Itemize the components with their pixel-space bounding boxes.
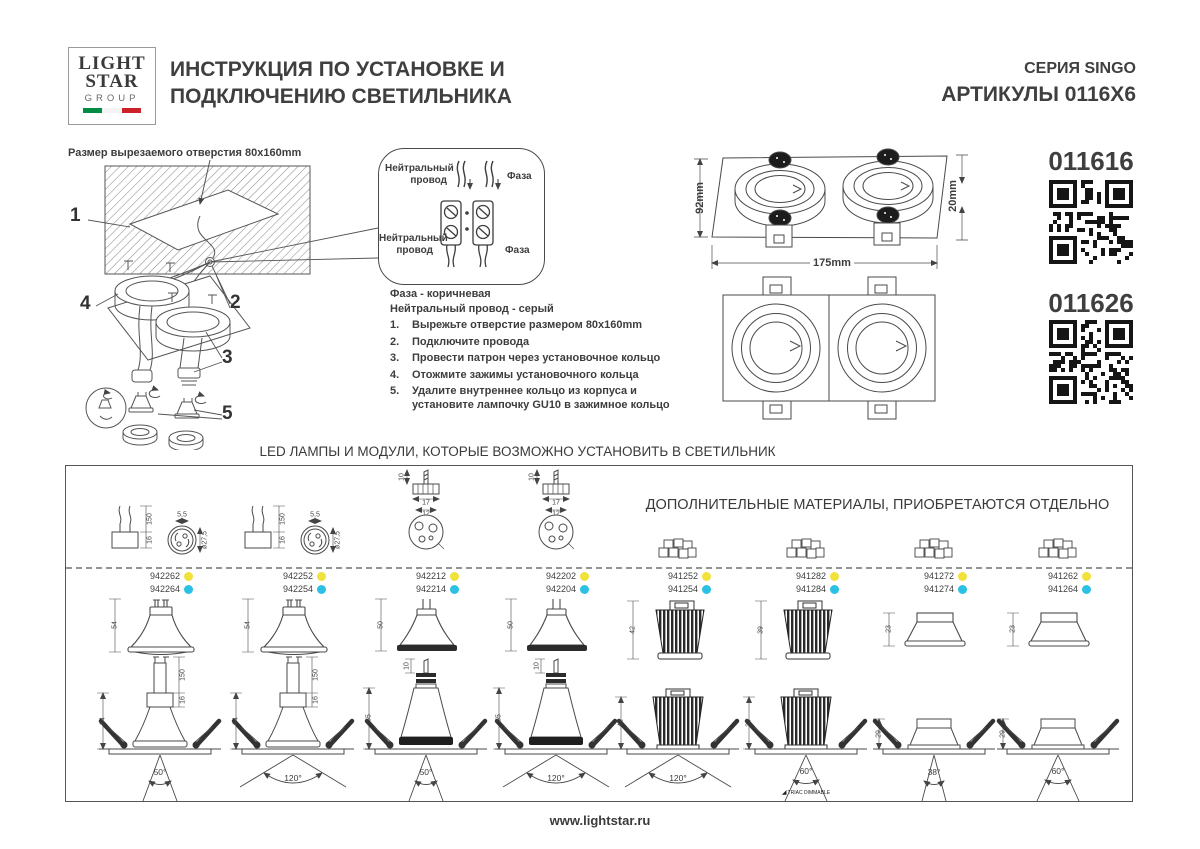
article-row — [371, 583, 459, 596]
yellow-dot-icon — [958, 572, 967, 581]
article-codes-col8 — [1003, 570, 1091, 596]
lamp-height-label: 23 — [1009, 625, 1017, 633]
article-row — [371, 570, 459, 583]
socket-drawing-mr16 — [521, 468, 591, 554]
dim-outer-width: 17 — [422, 499, 430, 507]
stem-height-label: 16 — [179, 696, 187, 704]
triac-dimmable-icon: ◢ — [781, 789, 787, 796]
installed-led-module-icon — [739, 655, 873, 802]
italy-flag-stripe — [83, 108, 141, 113]
module-pack-icon — [784, 536, 828, 562]
accessory-pack-drawing — [784, 536, 828, 562]
article-code: 942212 — [415, 571, 446, 581]
article-code: 941282 — [795, 571, 826, 581]
footer-url[interactable]: www.lightstar.ru — [549, 813, 651, 828]
article-row — [623, 570, 711, 583]
pin-height-label: 10 — [403, 662, 411, 670]
installed-gu10-icon — [93, 655, 227, 802]
phase-label-top: Фаза — [507, 171, 532, 182]
yellow-dot-icon — [1082, 572, 1091, 581]
installation-steps — [390, 319, 686, 415]
step-number: 4. — [390, 368, 400, 381]
neutral-color-note: Нейтральный провод - серый — [390, 303, 554, 315]
hole-size-note: Размер вырезаемого отверстия 80x160mm — [68, 147, 302, 159]
beam-angle-label: 120° — [547, 773, 565, 783]
lamp-height-label: 23 — [885, 625, 893, 633]
cyan-dot-icon — [958, 585, 967, 594]
article-row — [238, 583, 326, 596]
article-code: 941274 — [923, 584, 954, 594]
article-row — [751, 570, 839, 583]
article-row — [1003, 570, 1091, 583]
installed-view-col3 — [359, 655, 493, 802]
article-codes-col4 — [501, 570, 589, 596]
step-marker-5: 5 — [222, 403, 233, 424]
dim-slot-gap: 5,5 — [177, 511, 187, 519]
beam-angle-label: 38° — [927, 767, 941, 777]
article-codes-col5 — [623, 570, 711, 596]
dim-wire-length: 150 — [279, 513, 287, 525]
lamp-height-label: 39 — [757, 626, 765, 634]
dim-diameter: ø27,5 — [334, 531, 342, 549]
dim-body-height: 16 — [279, 536, 287, 544]
article-codes-col6 — [751, 570, 839, 596]
article-code: 941284 — [795, 584, 826, 594]
phase-label-bottom: Фаза — [505, 245, 530, 256]
socket-drawing-mr16 — [391, 468, 461, 554]
wire-pair-icon — [451, 157, 505, 197]
article-code: 942252 — [282, 571, 313, 581]
logo-text-group: GROUP — [84, 93, 140, 104]
step-text: Провести патрон через установочное кольцо — [412, 352, 661, 364]
step-item — [390, 352, 686, 366]
dim-length-label: 175mm — [810, 257, 854, 269]
logo-text-light: LIGHT — [78, 53, 146, 74]
accessory-pack-drawing — [656, 536, 700, 562]
module-pack-icon — [656, 536, 700, 562]
step-number: 5. — [390, 385, 400, 397]
triac-dimmable-text: TRIAC DIMMABLE — [787, 790, 831, 796]
lamp-height-label: 42 — [629, 626, 637, 634]
dim-outer-width: 17 — [552, 499, 560, 507]
yellow-dot-icon — [702, 572, 711, 581]
callout-pointer-lines — [200, 215, 390, 280]
dim-pin-height: 10 — [528, 473, 536, 481]
installed-view-col2 — [226, 655, 360, 802]
page-title-line1: ИНСТРУКЦИЯ ПО УСТАНОВКЕ И — [170, 58, 505, 81]
flag-white — [102, 108, 121, 113]
triac-dimmable-badge — [782, 790, 830, 796]
step-marker-1: 1 — [70, 205, 81, 226]
step-text: Подключите провода — [412, 335, 530, 348]
phase-color-note: Фаза - коричневая — [390, 288, 491, 300]
dim-slot-gap: 5,5 — [310, 511, 320, 519]
lamp-height-label: 54 — [111, 621, 119, 629]
install-height-label: 39 — [745, 719, 753, 727]
article-codes-col2 — [238, 570, 326, 596]
article-code: 942262 — [149, 571, 180, 581]
lightstar-logo — [68, 47, 156, 125]
step-item — [390, 385, 686, 412]
cyan-dot-icon — [830, 585, 839, 594]
dim-diameter: ø27,5 — [201, 531, 209, 549]
dim-inner-width: 12 — [422, 510, 430, 518]
lamp-height-label: 54 — [244, 621, 252, 629]
logo-text-star: STAR — [85, 71, 139, 92]
article-row — [1003, 583, 1091, 596]
gu10-socket-icon — [100, 498, 220, 558]
install-height-label: 64 — [99, 717, 107, 725]
install-height-label: 29 — [999, 730, 1007, 738]
step-text: Удалите внутреннее кольцо из корпуса и установите лампочку GU10 в зажимное кольцо — [412, 385, 670, 411]
qr-code — [1049, 320, 1133, 404]
articles-label: АРТИКУЛЫ 0116X6 — [941, 83, 1136, 106]
beam-angle-label: 120° — [669, 773, 687, 783]
step-number: 2. — [390, 335, 400, 348]
installed-view-col5 — [611, 655, 745, 802]
article-row — [105, 570, 193, 583]
article-row — [238, 570, 326, 583]
cyan-dot-icon — [317, 585, 326, 594]
installed-view-col6 — [739, 655, 873, 802]
product-article-011616: 011616 — [1048, 146, 1134, 176]
article-code: 941252 — [667, 571, 698, 581]
beam-angle-label: 50° — [419, 767, 433, 777]
article-code: 942214 — [415, 584, 446, 594]
installed-view-col8 — [991, 655, 1125, 802]
yellow-dot-icon — [580, 572, 589, 581]
beam-angle-label: 60° — [1051, 766, 1065, 776]
article-codes-col1 — [105, 570, 193, 596]
step-item — [390, 319, 686, 333]
table-dashed-divider — [66, 567, 1132, 569]
flag-red — [122, 108, 141, 113]
socket-drawing-gu10 — [100, 498, 220, 558]
article-code: 942204 — [545, 584, 576, 594]
beam-angle-label: 50° — [153, 767, 167, 777]
step-item — [390, 369, 686, 383]
cyan-dot-icon — [702, 585, 711, 594]
installed-low-module-icon — [867, 655, 1001, 802]
step-number: 1. — [390, 319, 400, 331]
article-code: 941272 — [923, 571, 954, 581]
lamp-height-label: 50 — [507, 621, 515, 629]
article-code: 941254 — [667, 584, 698, 594]
article-code: 941262 — [1047, 571, 1078, 581]
step-marker-4: 4 — [80, 293, 91, 314]
cyan-dot-icon — [1082, 585, 1091, 594]
install-height-label: 42 — [617, 719, 625, 727]
step-marker-2: 2 — [230, 292, 241, 313]
beam-angle-label: 60° — [799, 766, 813, 776]
install-height-label: 55 — [495, 714, 503, 722]
yellow-dot-icon — [317, 572, 326, 581]
cyan-dot-icon — [580, 585, 589, 594]
accessory-pack-drawing — [1036, 536, 1080, 562]
module-pack-icon — [912, 536, 956, 562]
step-text: Отожмите зажимы установочного кольца — [412, 368, 639, 381]
yellow-dot-icon — [450, 572, 459, 581]
fixture-dimension-drawing — [690, 145, 970, 435]
step-text: Вырежьте отверстие размером 80x160mm — [412, 319, 643, 331]
dim-pin-height: 10 — [398, 473, 406, 481]
installed-low-module-icon — [991, 655, 1125, 802]
install-height-label: 64 — [232, 717, 240, 725]
article-code: 942254 — [282, 584, 313, 594]
step-item — [390, 336, 686, 350]
yellow-dot-icon — [830, 572, 839, 581]
series-label: СЕРИЯ SINGO — [1024, 60, 1136, 77]
neutral-wire-label-top: Нейтральный провод — [385, 163, 454, 186]
extra-materials-title: ДОПОЛНИТЕЛЬНЫЕ МАТЕРИАЛЫ, ПРИОБРЕТАЮТСЯ ОТДЕЛЬНО — [645, 497, 1110, 513]
article-code: 942264 — [149, 584, 180, 594]
article-row — [501, 583, 589, 596]
pin-height-label: 10 — [533, 662, 541, 670]
stem-length-label: 150 — [179, 669, 187, 681]
article-code: 942202 — [545, 571, 576, 581]
article-codes-col3 — [371, 570, 459, 596]
flag-green — [83, 108, 102, 113]
qr-code — [1049, 180, 1133, 264]
installed-view-col1 — [93, 655, 227, 802]
lamp-height-label: 50 — [377, 621, 385, 629]
article-row — [501, 570, 589, 583]
neutral-wire-label-bottom: Нейтральный провод — [379, 233, 448, 256]
stem-length-label: 150 — [312, 669, 320, 681]
page-title — [170, 56, 512, 110]
dim-body-height: 16 — [146, 536, 154, 544]
yellow-dot-icon — [184, 572, 193, 581]
beam-angle-label: 120° — [284, 773, 302, 783]
step-number: 3. — [390, 352, 400, 364]
gu10-socket-icon — [233, 498, 353, 558]
wiring-callout — [378, 148, 545, 285]
article-row — [879, 583, 967, 596]
dim-wire-length: 150 — [146, 513, 154, 525]
accessory-pack-drawing — [912, 536, 956, 562]
article-row — [623, 583, 711, 596]
installed-mr16-icon — [359, 655, 493, 802]
dim-inner-width: 12 — [552, 510, 560, 518]
page-title-line2: ПОДКЛЮЧЕНИЮ СВЕТИЛЬНИКА — [170, 85, 512, 108]
install-height-label: 55 — [365, 714, 373, 722]
article-row — [751, 583, 839, 596]
socket-drawing-gu10 — [233, 498, 353, 558]
article-row — [879, 570, 967, 583]
article-code: 941264 — [1047, 584, 1078, 594]
article-codes-col7 — [879, 570, 967, 596]
stem-height-label: 16 — [312, 696, 320, 704]
step-marker-3: 3 — [222, 347, 233, 368]
cyan-dot-icon — [450, 585, 459, 594]
installed-view-col4 — [489, 655, 623, 802]
dim-depth-label: 20mm — [947, 180, 959, 212]
article-row — [105, 583, 193, 596]
product-article-011626: 011626 — [1048, 288, 1134, 318]
cyan-dot-icon — [184, 585, 193, 594]
installed-view-col7 — [867, 655, 1001, 802]
led-section-title: LED ЛАМПЫ И МОДУЛИ, КОТОРЫЕ ВОЗМОЖНО УСТАНОВИТЬ В СВЕТИЛЬНИК — [259, 444, 776, 459]
module-pack-icon — [1036, 536, 1080, 562]
dim-width-label: 92mm — [694, 182, 706, 214]
install-height-label: 29 — [875, 730, 883, 738]
